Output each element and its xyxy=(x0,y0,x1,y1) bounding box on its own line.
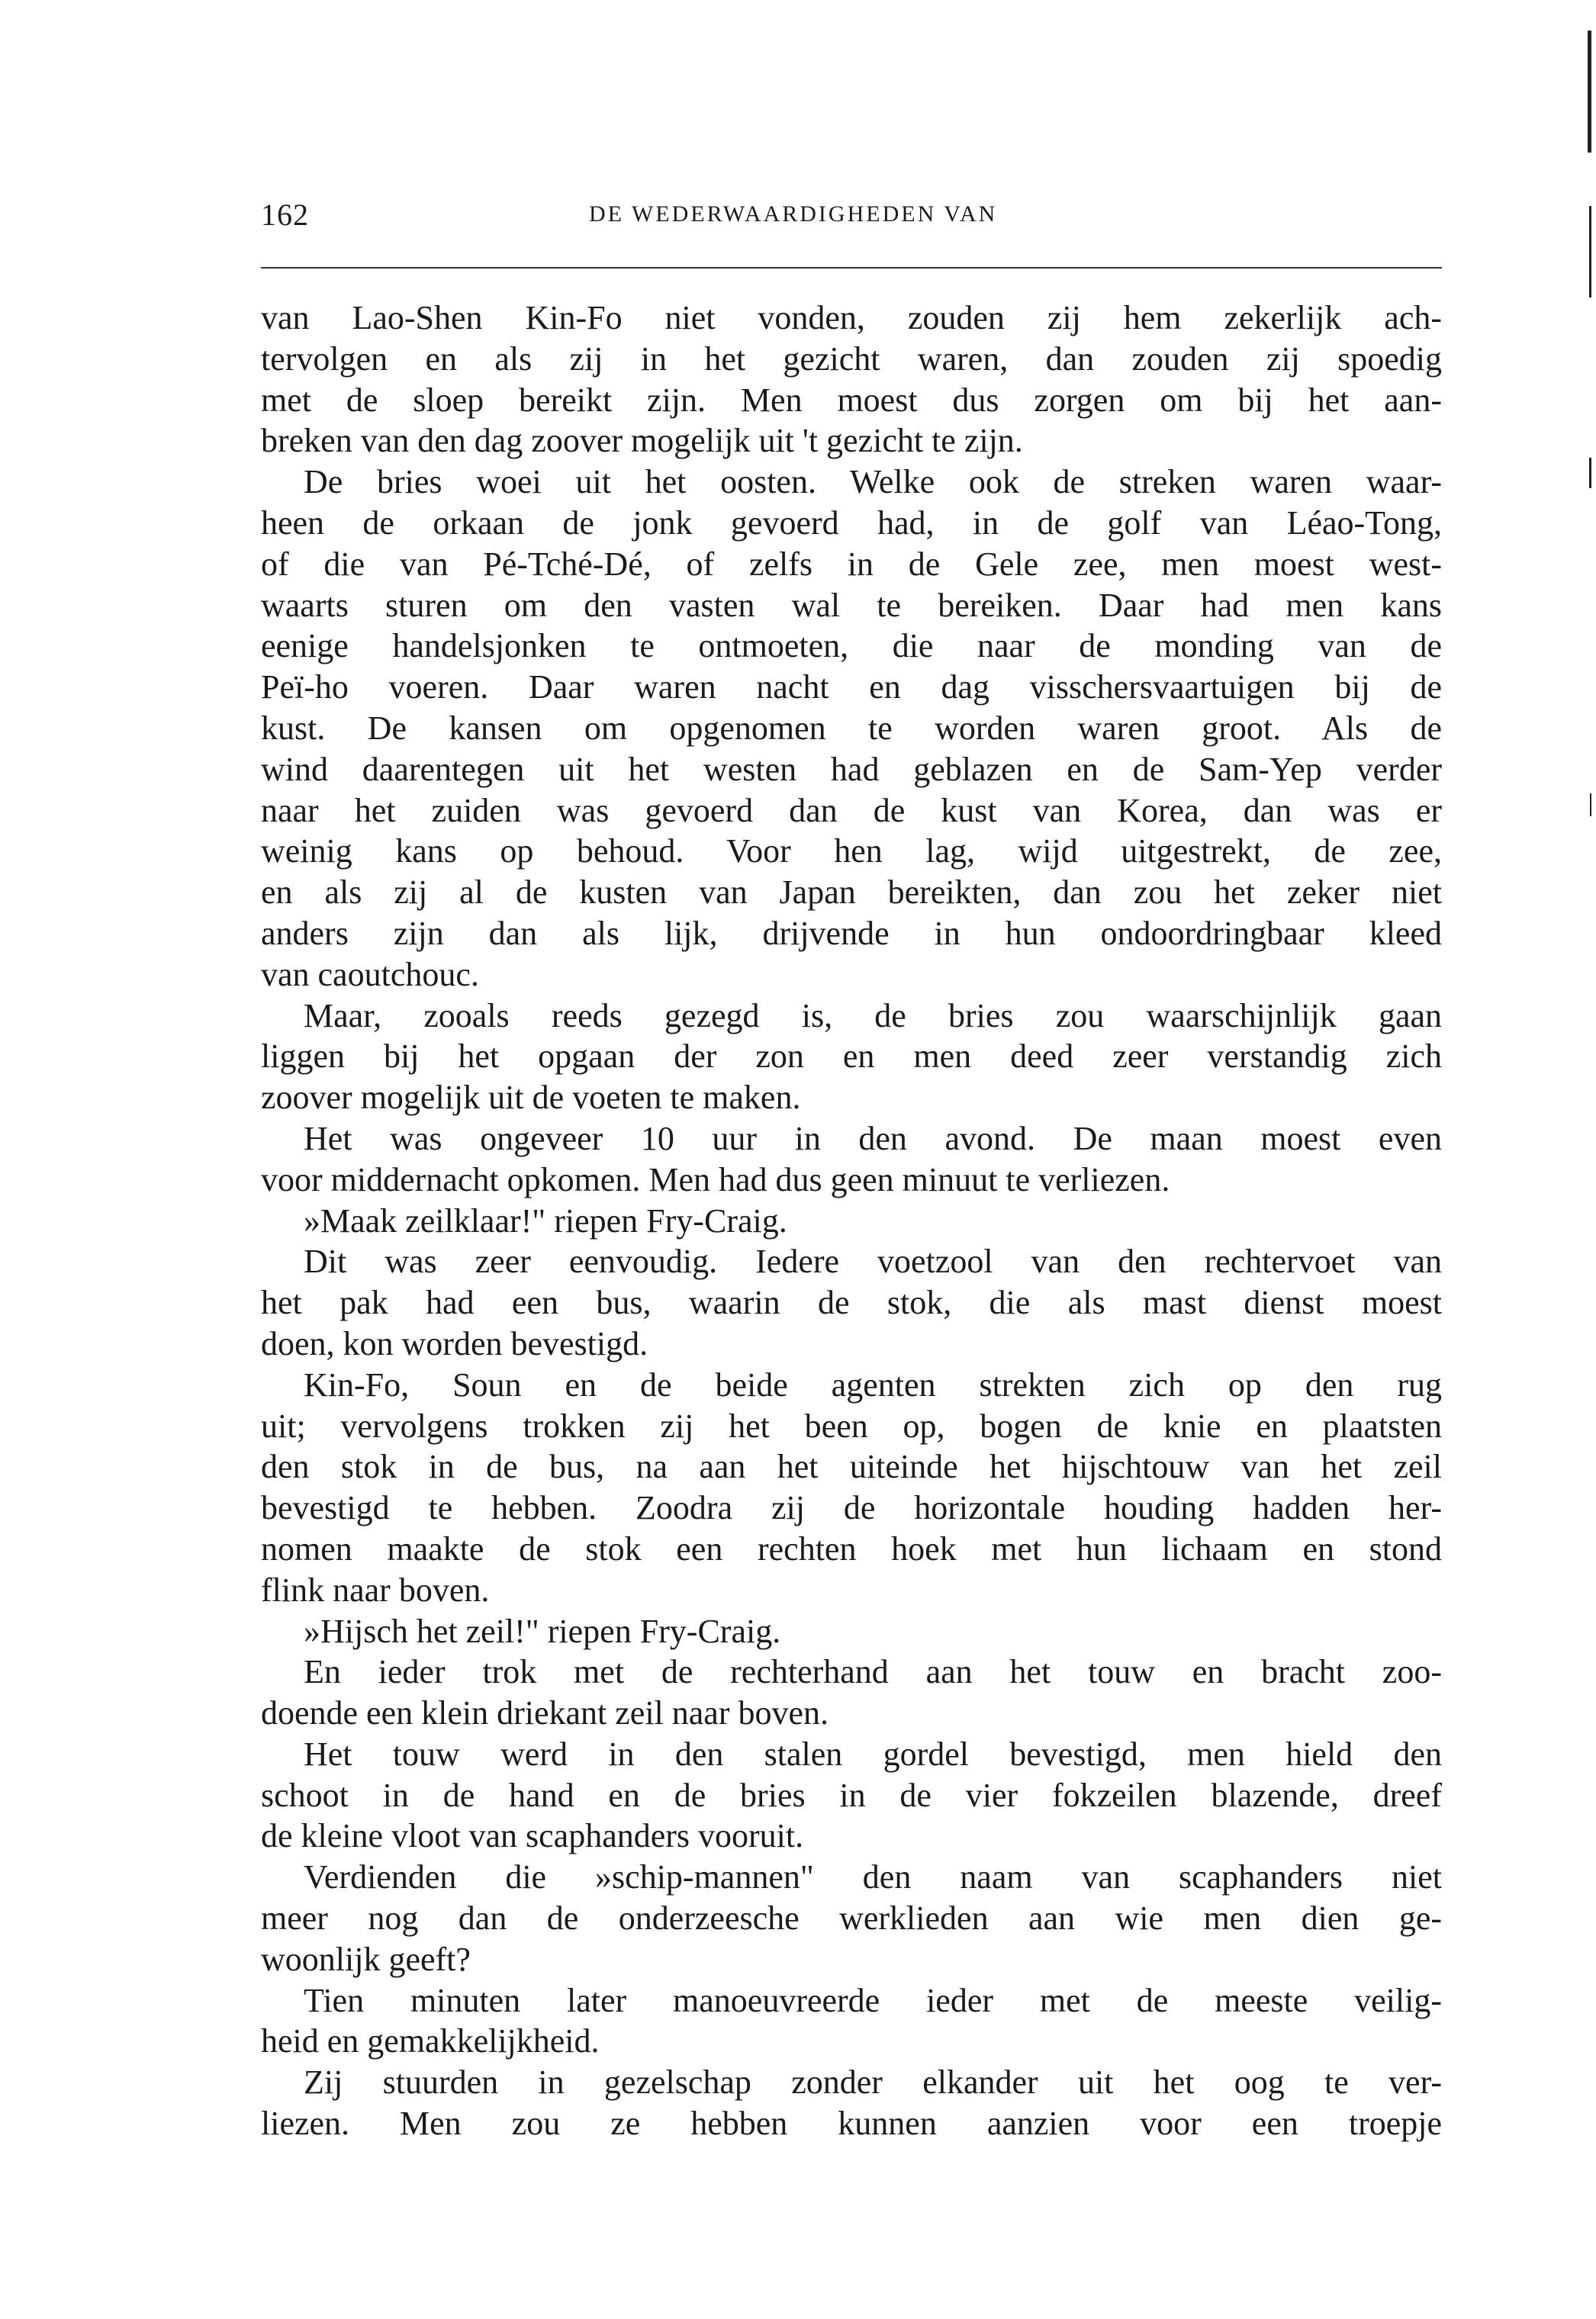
text-line: of die van Pé-Tché-Dé, of zelfs in de Gele zee, men moest west- xyxy=(261,545,1442,583)
text-line: liezen. Men zou ze hebben kunnen aanzien voor een troepje xyxy=(261,2105,1442,2143)
text-line: heid en gemakkelijkheid. xyxy=(261,2022,600,2060)
header-rule xyxy=(261,267,1442,269)
text-line: Verdienden die »schip-mannen" den naam van scaphanders niet xyxy=(304,1858,1442,1896)
page-edge-shadow xyxy=(1584,31,1596,2319)
body-text xyxy=(261,298,1442,2144)
text-line: uit; vervolgens trokken zij het been op, bogen de knie en plaatsten xyxy=(261,1407,1442,1445)
text-line: nomen maakte de stok een rechten hoek met hun lichaam en stond xyxy=(261,1529,1442,1568)
text-line: wind daarentegen uit het westen had geblazen en de Sam-Yep verder xyxy=(261,750,1442,788)
text-line: schoot in de hand en de bries in de vier fokzeilen blazende, dreef xyxy=(261,1776,1442,1814)
text-line: met de sloep bereikt zijn. Men moest dus zorgen om bij het aan- xyxy=(261,381,1442,419)
text-line: bevestigd te hebben. Zoodra zij de horizontale houding hadden her- xyxy=(261,1489,1442,1527)
text-line: »Hijsch het zeil!" riepen Fry-Craig. xyxy=(304,1612,781,1650)
text-line: de kleine vloot van scaphanders vooruit. xyxy=(261,1817,804,1855)
text-line: heen de orkaan de jonk gevoerd had, in de golf van Léao-Tong, xyxy=(261,503,1442,542)
text-line: kust. De kansen om opgenomen te worden waren groot. Als de xyxy=(261,709,1442,747)
text-line: Dit was zeer eenvoudig. Iedere voetzool van den rechtervoet van xyxy=(304,1243,1442,1281)
text-line: woonlijk geeft? xyxy=(261,1940,471,1978)
text-line: Het was ongeveer 10 uur in den avond. De maan moest even xyxy=(304,1119,1442,1157)
text-line: liggen bij het opgaan der zon en men deed zeer verstandig zich xyxy=(261,1037,1442,1076)
text-line: Zij stuurden in gezelschap zonder elkander uit het oog te ver- xyxy=(304,2063,1442,2102)
text-line: het pak had een bus, waarin de stok, die als mast dienst moest xyxy=(261,1284,1442,1322)
text-line: waarts sturen om den vasten wal te bereiken. Daar had men kans xyxy=(261,586,1442,624)
text-line: den stok in de bus, na aan het uiteinde het hijschtouw van het zeil xyxy=(261,1448,1442,1486)
text-line: Kin-Fo, Soun en de beide agenten strekten zich op den rug xyxy=(304,1365,1442,1404)
text-line: breken van den dag zoover mogelijk uit 't gezicht te zijn. xyxy=(261,422,1023,460)
page-number: 162 xyxy=(261,198,309,232)
text-line: En ieder trok met de rechterhand aan het touw en bracht zoo- xyxy=(304,1653,1442,1691)
text-line: eenige handelsjonken te ontmoeten, die naar de monding van de xyxy=(261,627,1442,665)
text-line: van Lao-Shen Kin-Fo niet vonden, zouden zij hem zekerlijk ach- xyxy=(261,299,1442,336)
text-line: Het touw werd in den stalen gordel bevestigd, men hield den xyxy=(304,1735,1442,1773)
text-line: zoover mogelijk uit de voeten te maken. xyxy=(261,1079,801,1117)
text-line: Maar, zooals reeds gezegd is, de bries zou waarschijnlijk gaan xyxy=(304,996,1442,1034)
page-header xyxy=(261,197,1442,243)
text-line: flink naar boven. xyxy=(261,1571,490,1609)
text-line: doen, kon worden bevestigd. xyxy=(261,1324,648,1362)
text-line: tervolgen en als zij in het gezicht waren, dan zouden zij spoedig xyxy=(261,339,1442,378)
text-line: weinig kans op behoud. Voor hen lag, wijd uitgestrekt, de zee, xyxy=(261,832,1442,870)
text-line: De bries woei uit het oosten. Welke ook de streken waren waar- xyxy=(304,463,1442,501)
running-title: DE WEDERWAARDIGHEDEN VAN xyxy=(589,201,998,227)
text-line: doende een klein driekant zeil naar boven. xyxy=(261,1694,829,1732)
text-line: en als zij al de kusten van Japan bereikten, dan zou het zeker niet xyxy=(261,873,1442,912)
text-line: »Maak zeilklaar!" riepen Fry-Craig. xyxy=(304,1201,787,1240)
text-line: voor middernacht opkomen. Men had dus geen minuut te verliezen. xyxy=(261,1160,1170,1198)
text-line: anders zijn dan als lijk, drijvende in hun ondoordringbaar kleed xyxy=(261,914,1442,952)
text-line: Peï-ho voeren. Daar waren nacht en dag visschersvaartuigen bij de xyxy=(261,668,1442,706)
text-line: naar het zuiden was gevoerd dan de kust van Korea, dan was er xyxy=(261,791,1442,829)
text-line: van caoutchouc. xyxy=(261,955,479,993)
text-line: meer nog dan de onderzeesche werklieden aan wie men dien ge- xyxy=(261,1899,1442,1938)
text-line: Tien minuten later manoeuvreerde ieder met de meeste veilig- xyxy=(304,1981,1442,2019)
